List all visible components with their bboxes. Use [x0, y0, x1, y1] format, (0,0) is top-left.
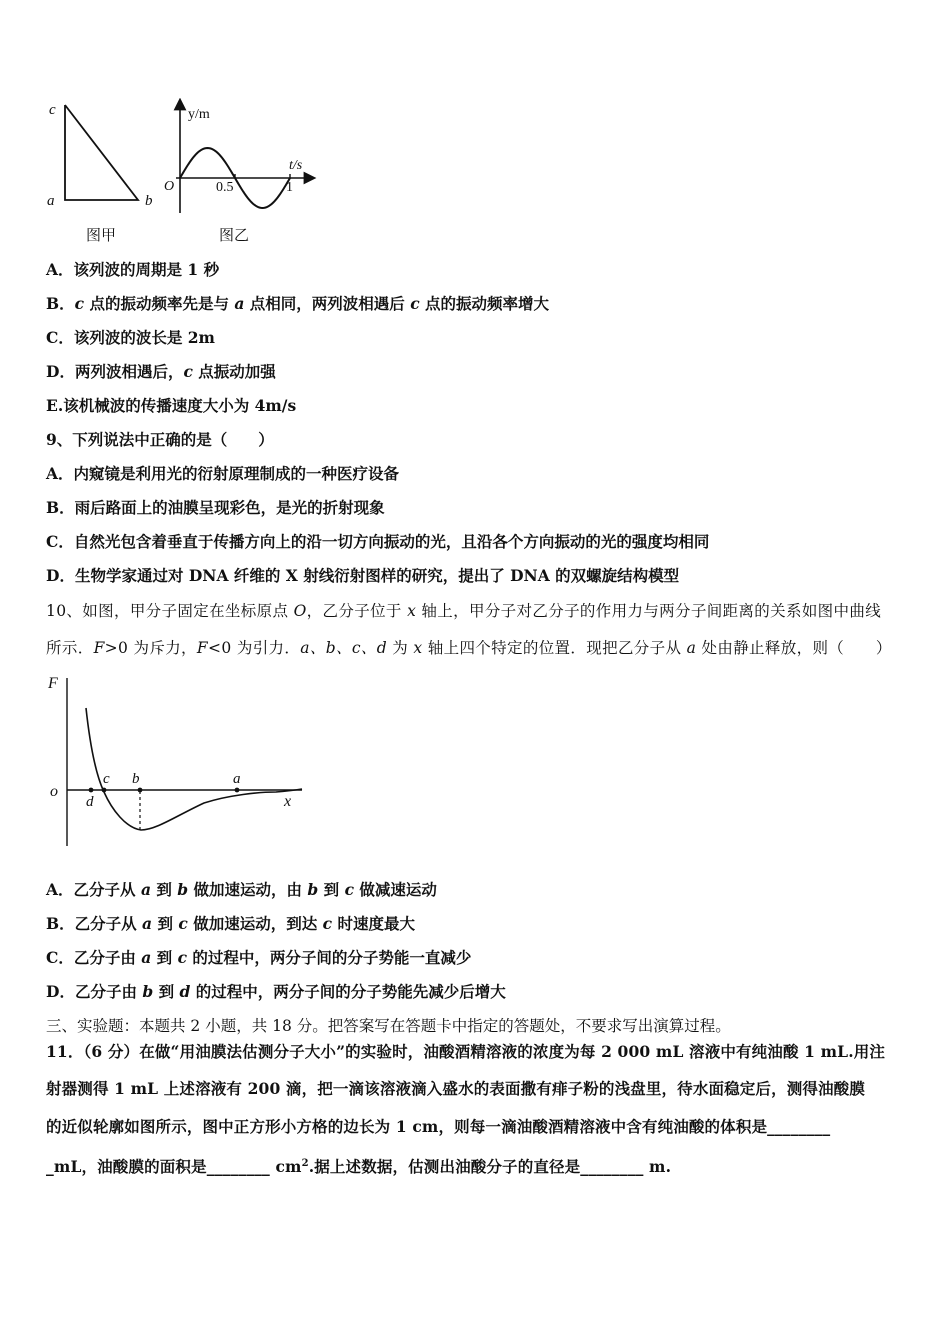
q11-line2: 射器测得 1 mL 上述溶液有 200 滴，把一滴该溶液滴入盛水的表面撒有痱子粉的浅盘里，待水面稳定后，测得油酸膜: [46, 1079, 865, 1098]
q9-stem: 9、下列说法中正确的是（ ）: [46, 430, 274, 449]
q8-option-c: C．该列波的波长是 2m: [46, 328, 215, 347]
label-o: o: [50, 783, 58, 800]
caption-jia: 图甲: [86, 226, 117, 244]
figure-jia: [40, 92, 170, 252]
q9-option-a: A．内窥镜是利用光的衍射原理制成的一种医疗设备: [46, 464, 400, 483]
q9-option-d: D．生物学家通过对 DNA 纤维的 X 射线衍射图样的研究，提出了 DNA 的双螺旋结构模型: [46, 566, 680, 585]
point-b: [138, 788, 143, 793]
figure-yi: [160, 98, 320, 248]
label-c: c: [49, 102, 56, 118]
q8-option-b: B．c 点的振动频率先是与 a 点相同，两列波相遇后 c 点的振动频率增大: [46, 294, 550, 313]
q10-stem-line1: 10、如图，甲分子固定在坐标原点 O，乙分子位于 x 轴上，甲分子对乙分子的作用力与两分子间距离的关系如图中曲线: [46, 602, 882, 620]
section-3-heading: 三、实验题：本题共 2 小题，共 18 分。把答案写在答题卡中指定的答题处，不要求写出演算过程。: [46, 1017, 731, 1035]
label-d: d: [86, 794, 94, 810]
q10-option-a: A．乙分子从 a 到 b 做加速运动，由 b 到 c 做减速运动: [46, 880, 437, 899]
q9-option-c: C．自然光包含着垂直于传播方向上的沿一切方向振动的光，且沿各个方向振动的光的强度均相同: [46, 532, 710, 551]
label-F: F: [48, 675, 58, 692]
q11-line4: _mL，油酸膜的面积是________ $cm^2$.据上述数据，估测出油酸分子的直径是________ m.: [46, 1157, 672, 1177]
label-c: c: [103, 771, 110, 787]
q10-option-b: B．乙分子从 a 到 c 做加速运动，到达 c 时速度最大: [46, 914, 415, 933]
force-curve: [86, 708, 302, 830]
q9-option-b: B．雨后路面上的油膜呈现彩色，是光的折射现象: [46, 498, 385, 517]
triangle-shape: [65, 105, 138, 200]
label-a: a: [47, 193, 55, 209]
label-x: x: [284, 793, 292, 810]
q11-line1: 11．（6 分）在做“用油膜法估测分子大小”的实验时，油酸酒精溶液的浓度为每 2 000 mL 溶液中有纯油酸 1 mL.用注: [46, 1042, 886, 1061]
q11-line3: 的近似轮廓如图所示，图中正方形小方格的边长为 1 cm，则每一滴油酸酒精溶液中含有纯油酸的体积是________: [46, 1117, 831, 1136]
q10-option-d: D．乙分子由 b 到 d 的过程中，两分子间的分子势能先减少后增大: [46, 982, 506, 1001]
q10-stem-line2: 所示．F>0 为斥力，F<0 为引力．a、b、c、d 为 x 轴上四个特定的位置．现把乙分子从 a 处由静止释放，则（ ）: [46, 639, 892, 657]
q10-force-graph: [44, 670, 314, 855]
q8-option-d: D．两列波相遇后，c 点振动加强: [46, 362, 276, 381]
caption-yi: 图乙: [219, 226, 250, 244]
point-c: [102, 788, 107, 793]
label-b: b: [145, 193, 153, 209]
point-d: [89, 788, 94, 793]
q8-option-a: A．该列波的周期是 1 秒: [46, 260, 220, 279]
y-axis-label: y/m: [188, 107, 210, 122]
t-axis-label: t/s: [289, 158, 303, 173]
label-a: a: [233, 771, 241, 787]
q8-option-e: E.该机械波的传播速度大小为 4m/s: [46, 396, 297, 415]
tick-half-label: 0.5: [216, 180, 234, 195]
tick-one-label: 1: [286, 180, 293, 195]
q10-option-c: C．乙分子由 a 到 c 的过程中，两分子间的分子势能一直减少: [46, 948, 472, 967]
label-b: b: [132, 771, 140, 787]
origin-label: O: [164, 179, 175, 194]
point-a: [235, 788, 240, 793]
